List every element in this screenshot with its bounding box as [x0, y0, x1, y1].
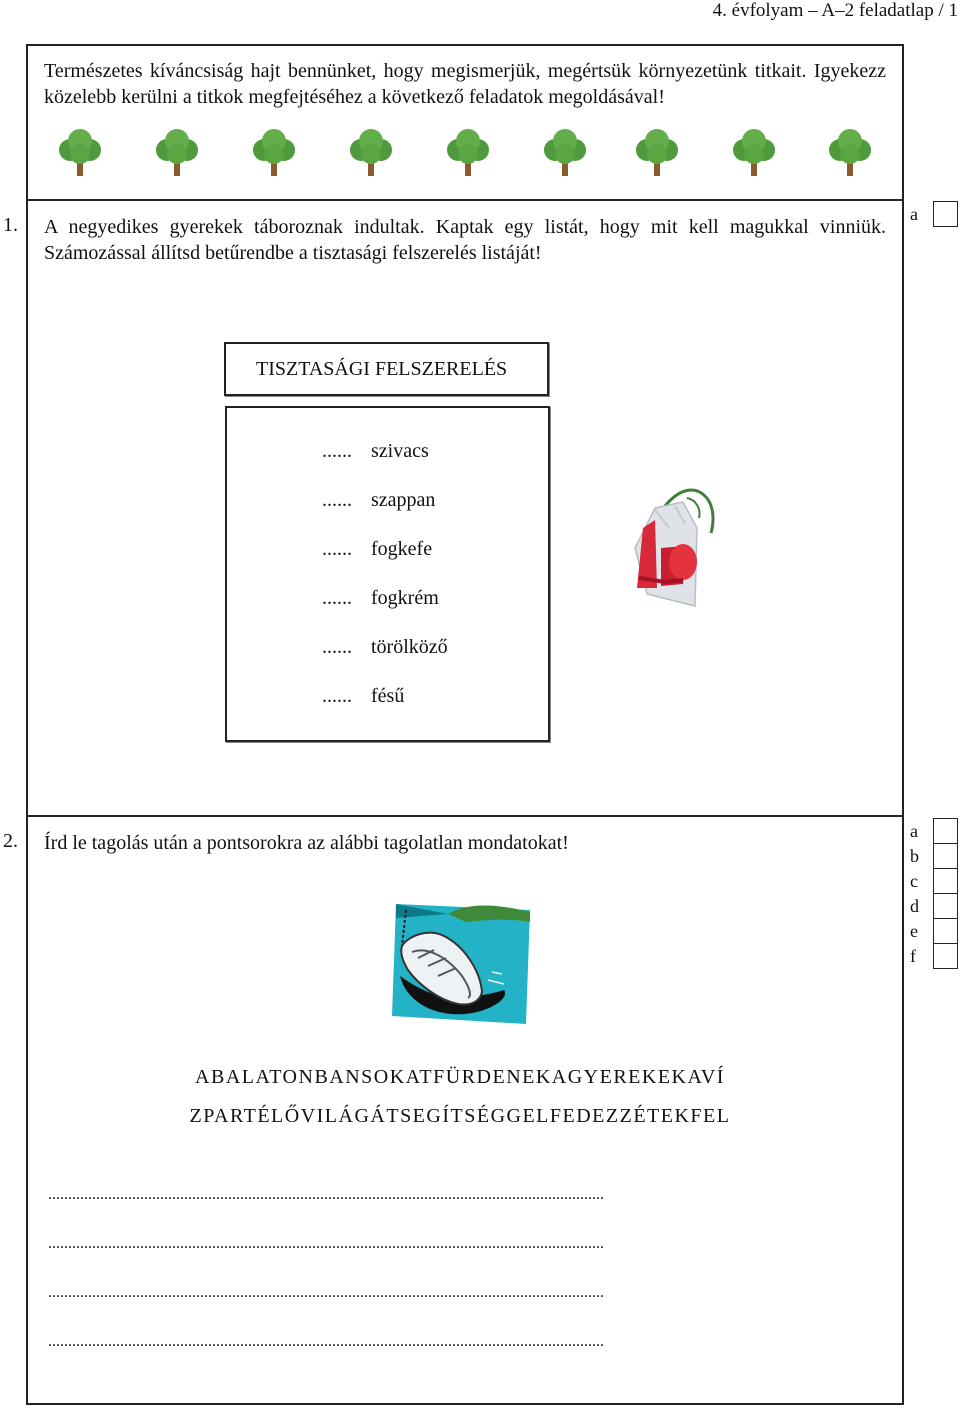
list-item: [322, 489, 435, 512]
score-cell[interactable]: [934, 894, 958, 919]
answer-dots[interactable]: ......: [322, 440, 352, 462]
score-cell[interactable]: [934, 944, 958, 969]
list-item: [322, 538, 432, 561]
unsegmented-sentence-line: ABALATONBANSOKATFÜRDENEKAGYEREKEKAVÍ: [195, 1066, 725, 1088]
tree-icon: [826, 128, 874, 178]
unsegmented-sentence-line: ZPARTÉLŐVILÁGÁTSEGÍTSÉGGELFEDEZZÉTEKFEL: [189, 1105, 731, 1127]
section-divider: [26, 815, 904, 817]
task-instruction: Írd le tagolás után a pontsorokra az alábbi tagolatlan mondatokat!: [44, 832, 569, 854]
tree-icon: [153, 128, 201, 178]
list-item: [322, 587, 439, 610]
tree-icon: [347, 128, 395, 178]
item-label: szivacs: [371, 440, 429, 462]
score-cell[interactable]: [934, 202, 958, 227]
hygiene-list: [225, 406, 550, 742]
answer-dots[interactable]: ......: [322, 587, 352, 609]
list-item: [322, 440, 429, 463]
tree-icon: [730, 128, 778, 178]
task-number: 1.: [3, 214, 18, 236]
answer-line[interactable]: ...........................................................................................................................................: [48, 1284, 604, 1301]
score-cell[interactable]: [934, 869, 958, 894]
rowboat-illustration: [388, 900, 534, 1028]
answer-dots[interactable]: ......: [322, 538, 352, 560]
page-header: 4. évfolyam – A–2 feladatlap / 1: [712, 0, 958, 21]
score-box: [904, 201, 958, 227]
score-label: a: [910, 820, 918, 841]
score-cell[interactable]: [934, 919, 958, 944]
item-label: fogkefe: [371, 538, 433, 560]
tree-icon: [633, 128, 681, 178]
answer-dots[interactable]: ......: [322, 685, 352, 707]
score-box: [904, 818, 958, 969]
answer-line[interactable]: ...........................................................................................................................................: [48, 1186, 604, 1203]
intro-text: Természetes kíváncsiság hajt bennünket, hogy megismerjük, megértsük környezetünk titkait. Igyekezz közelebb kerülni a titkok megfejtéséhez a következő feladatok megoldásával!: [44, 60, 886, 108]
task-instruction: A negyedikes gyerekek táboroznak indultak. Kaptak egy listát, hogy mit kell magukkal vinniük. Számozással állítsd betűrendbe a tisztasági felszerelés listáját!: [44, 216, 886, 264]
answer-line[interactable]: ...........................................................................................................................................: [48, 1333, 604, 1350]
answer-dots[interactable]: ......: [322, 636, 352, 658]
tree-icon: [56, 128, 104, 178]
toiletry-bag-illustration: [625, 488, 720, 616]
score-cell[interactable]: [934, 819, 958, 844]
list-title: TISZTASÁGI FELSZERELÉS: [224, 342, 549, 396]
score-label: d: [910, 895, 919, 916]
list-item: [322, 636, 448, 659]
item-label: fogkrém: [371, 587, 439, 609]
tree-icon: [250, 128, 298, 178]
item-label: törölköző: [371, 636, 448, 658]
tree-row: [48, 128, 888, 178]
score-label: a: [910, 203, 918, 224]
answer-line[interactable]: ...........................................................................................................................................: [48, 1235, 604, 1252]
answer-dots[interactable]: ......: [322, 489, 352, 511]
score-cell[interactable]: [934, 844, 958, 869]
score-label: e: [910, 920, 918, 941]
item-label: szappan: [371, 489, 436, 511]
task-number: 2.: [3, 830, 18, 852]
list-item: [322, 685, 404, 708]
score-label: c: [910, 870, 918, 891]
score-label: f: [910, 945, 916, 966]
section-divider: [26, 199, 904, 201]
tree-icon: [541, 128, 589, 178]
item-label: fésű: [371, 685, 405, 707]
tree-icon: [444, 128, 492, 178]
score-label: b: [910, 845, 919, 866]
